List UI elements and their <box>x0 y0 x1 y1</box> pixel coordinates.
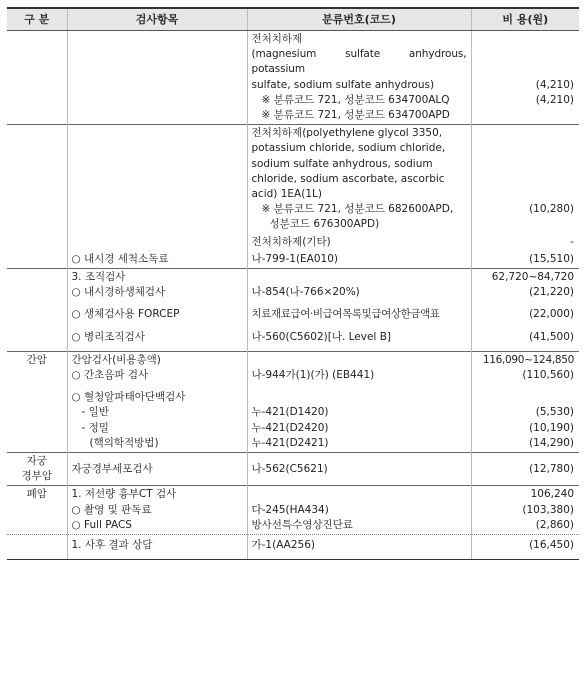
table-row <box>7 535 579 560</box>
header-code: 분류번호(코드) <box>247 8 471 31</box>
code-line: potassium chloride, sodium chloride, <box>251 142 446 155</box>
item-label: 1. 사후 결과 상담 <box>71 539 153 552</box>
code-cell <box>247 324 471 352</box>
item-label: 3. 조직검사 <box>71 271 126 284</box>
table-row <box>7 125 579 251</box>
fee-cell <box>471 31 579 125</box>
code-cell <box>247 453 471 486</box>
fee-cell <box>471 125 579 251</box>
code-value: 나-854(나-766×20%) <box>251 286 360 299</box>
code-line: ※ 분류코드 721, 성분코드 634700ALQ <box>261 93 450 106</box>
fee-cell <box>471 324 579 352</box>
table-row <box>7 453 579 486</box>
code-value: 방사선특수영상진단료 <box>251 518 353 531</box>
item-cell <box>67 486 247 535</box>
code-cell <box>247 301 471 323</box>
fee-value: (2,860) <box>535 518 574 531</box>
code-line: chloride, sodium ascorbate, ascorbic <box>251 172 445 185</box>
item-cell <box>67 269 247 302</box>
fee-cell <box>471 486 579 535</box>
category-cell <box>7 324 67 352</box>
code-value: 나-799-1(EA010) <box>251 252 338 265</box>
table-row <box>7 269 579 302</box>
item-label: 간암검사(비용총액) <box>71 353 161 366</box>
code-value: 누-421(D2421) <box>251 436 329 449</box>
fee-value: (4,210) <box>535 78 574 91</box>
fee-value: (110,560) <box>522 369 574 382</box>
code-line: (magnesium sulfate anhydrous, potassium <box>251 48 467 76</box>
code-line: 성분코드 676300APD) <box>269 218 380 231</box>
item-label: ○ 간초음파 검사 <box>71 369 149 382</box>
item-label: 자궁경부세포검사 <box>71 462 153 475</box>
code-value: 누-421(D1420) <box>251 406 329 419</box>
code-cell <box>247 351 471 452</box>
fee-value: (22,000) <box>529 308 574 321</box>
fee-cell <box>471 301 579 323</box>
code-value: 나-562(C5621) <box>251 462 328 475</box>
code-line: sodium sulfate anhydrous, sodium <box>251 157 433 170</box>
code-line: ※ 분류코드 721, 성분코드 634700APD <box>261 109 450 122</box>
item-label: ○ 생체검사용 FORCEP <box>71 308 180 321</box>
code-line: 전처치하제(polyethylene glycol 3350, <box>251 127 443 140</box>
item-cell <box>67 535 247 560</box>
fee-cell <box>471 453 579 486</box>
header-category: 구 분 <box>7 8 67 31</box>
fee-value: (4,210) <box>535 93 574 106</box>
fee-value: (5,530) <box>535 406 574 419</box>
category-cell <box>7 125 67 251</box>
code-cell <box>247 486 471 535</box>
fee-value: (15,510) <box>529 252 574 265</box>
table-row <box>7 251 579 269</box>
code-line: acid) 1EA(1L) <box>251 188 322 201</box>
code-value: 누-421(D2420) <box>251 421 329 434</box>
fee-value: (103,380) <box>522 503 574 516</box>
code-value: 나-560(C5602)[나. Level B] <box>251 330 391 343</box>
item-cell <box>67 125 247 251</box>
item-label: ○ 내시경 세척소독료 <box>71 252 169 265</box>
code-value: 치료재료급여·비급여목록및급여상한금액표 <box>251 308 440 321</box>
header-test-item: 검사항목 <box>67 8 247 31</box>
code-cell <box>247 269 471 302</box>
code-line: 전처치하제(기타) <box>251 235 331 248</box>
fee-value: (10,190) <box>529 421 574 434</box>
table-row <box>7 324 579 352</box>
item-cell <box>67 251 247 269</box>
fee-value: 116,090~124,850 <box>482 353 574 366</box>
category-label: 경부암 <box>21 470 52 483</box>
item-label: - 정밀 <box>81 421 109 434</box>
code-value: 나-944가(1)(가) (EB441) <box>251 369 375 382</box>
code-line: 전처치하제 <box>251 33 303 45</box>
category-cell <box>7 351 67 452</box>
item-cell <box>67 301 247 323</box>
fee-value: (12,780) <box>529 462 574 475</box>
fee-value: 106,240 <box>530 488 574 501</box>
item-label: 1. 저선량 흉부CT 검사 <box>71 488 177 501</box>
item-label: ○ 병리조직검사 <box>71 330 145 343</box>
item-label: ○ Full PACS <box>71 518 132 531</box>
header-cost: 비 용(원) <box>471 8 579 31</box>
fee-cell <box>471 251 579 269</box>
fee-cell <box>471 351 579 452</box>
code-cell <box>247 125 471 251</box>
fee-value: (41,500) <box>529 330 574 343</box>
fee-value: (10,280) <box>529 203 574 216</box>
fee-value: (21,220) <box>529 286 574 299</box>
cost-table <box>7 7 579 560</box>
code-line: ※ 분류코드 721, 성분코드 682600APD, <box>261 203 454 216</box>
table-header-row <box>7 8 579 31</box>
item-cell <box>67 351 247 452</box>
item-label: ○ 내시경하생체검사 <box>71 286 166 299</box>
item-cell <box>67 453 247 486</box>
code-cell <box>247 535 471 560</box>
code-value: 가-1(AA256) <box>251 539 316 552</box>
item-label: (핵의학적방법) <box>89 436 159 449</box>
fee-cell <box>471 269 579 302</box>
category-cell <box>7 486 67 535</box>
code-value: 다-245(HA434) <box>251 503 329 516</box>
fee-value: (16,450) <box>529 539 574 552</box>
category-label: 폐암 <box>26 488 47 501</box>
fee-value: 62,720~84,720 <box>491 271 574 284</box>
item-cell <box>67 31 247 125</box>
category-cell <box>7 251 67 269</box>
fee-value: (14,290) <box>529 436 574 449</box>
category-cell <box>7 269 67 302</box>
category-cell <box>7 301 67 323</box>
table-row <box>7 351 579 452</box>
table-row <box>7 31 579 125</box>
table-row <box>7 301 579 323</box>
category-cell <box>7 31 67 125</box>
code-line: sulfate, sodium sulfate anhydrous) <box>251 78 435 91</box>
table-row <box>7 486 579 535</box>
category-cell <box>7 453 67 486</box>
item-cell <box>67 324 247 352</box>
item-label: ○ 혈청알파태아단백검사 <box>71 391 186 404</box>
fee-value: - <box>570 235 574 248</box>
item-label: ○ 촬영 및 판독료 <box>71 503 152 516</box>
category-label: 자궁 <box>26 455 47 468</box>
code-cell <box>247 251 471 269</box>
code-cell <box>247 31 471 125</box>
category-label: 간암 <box>26 353 47 366</box>
item-label: - 일반 <box>81 406 109 419</box>
fee-cell <box>471 535 579 560</box>
category-cell <box>7 535 67 560</box>
